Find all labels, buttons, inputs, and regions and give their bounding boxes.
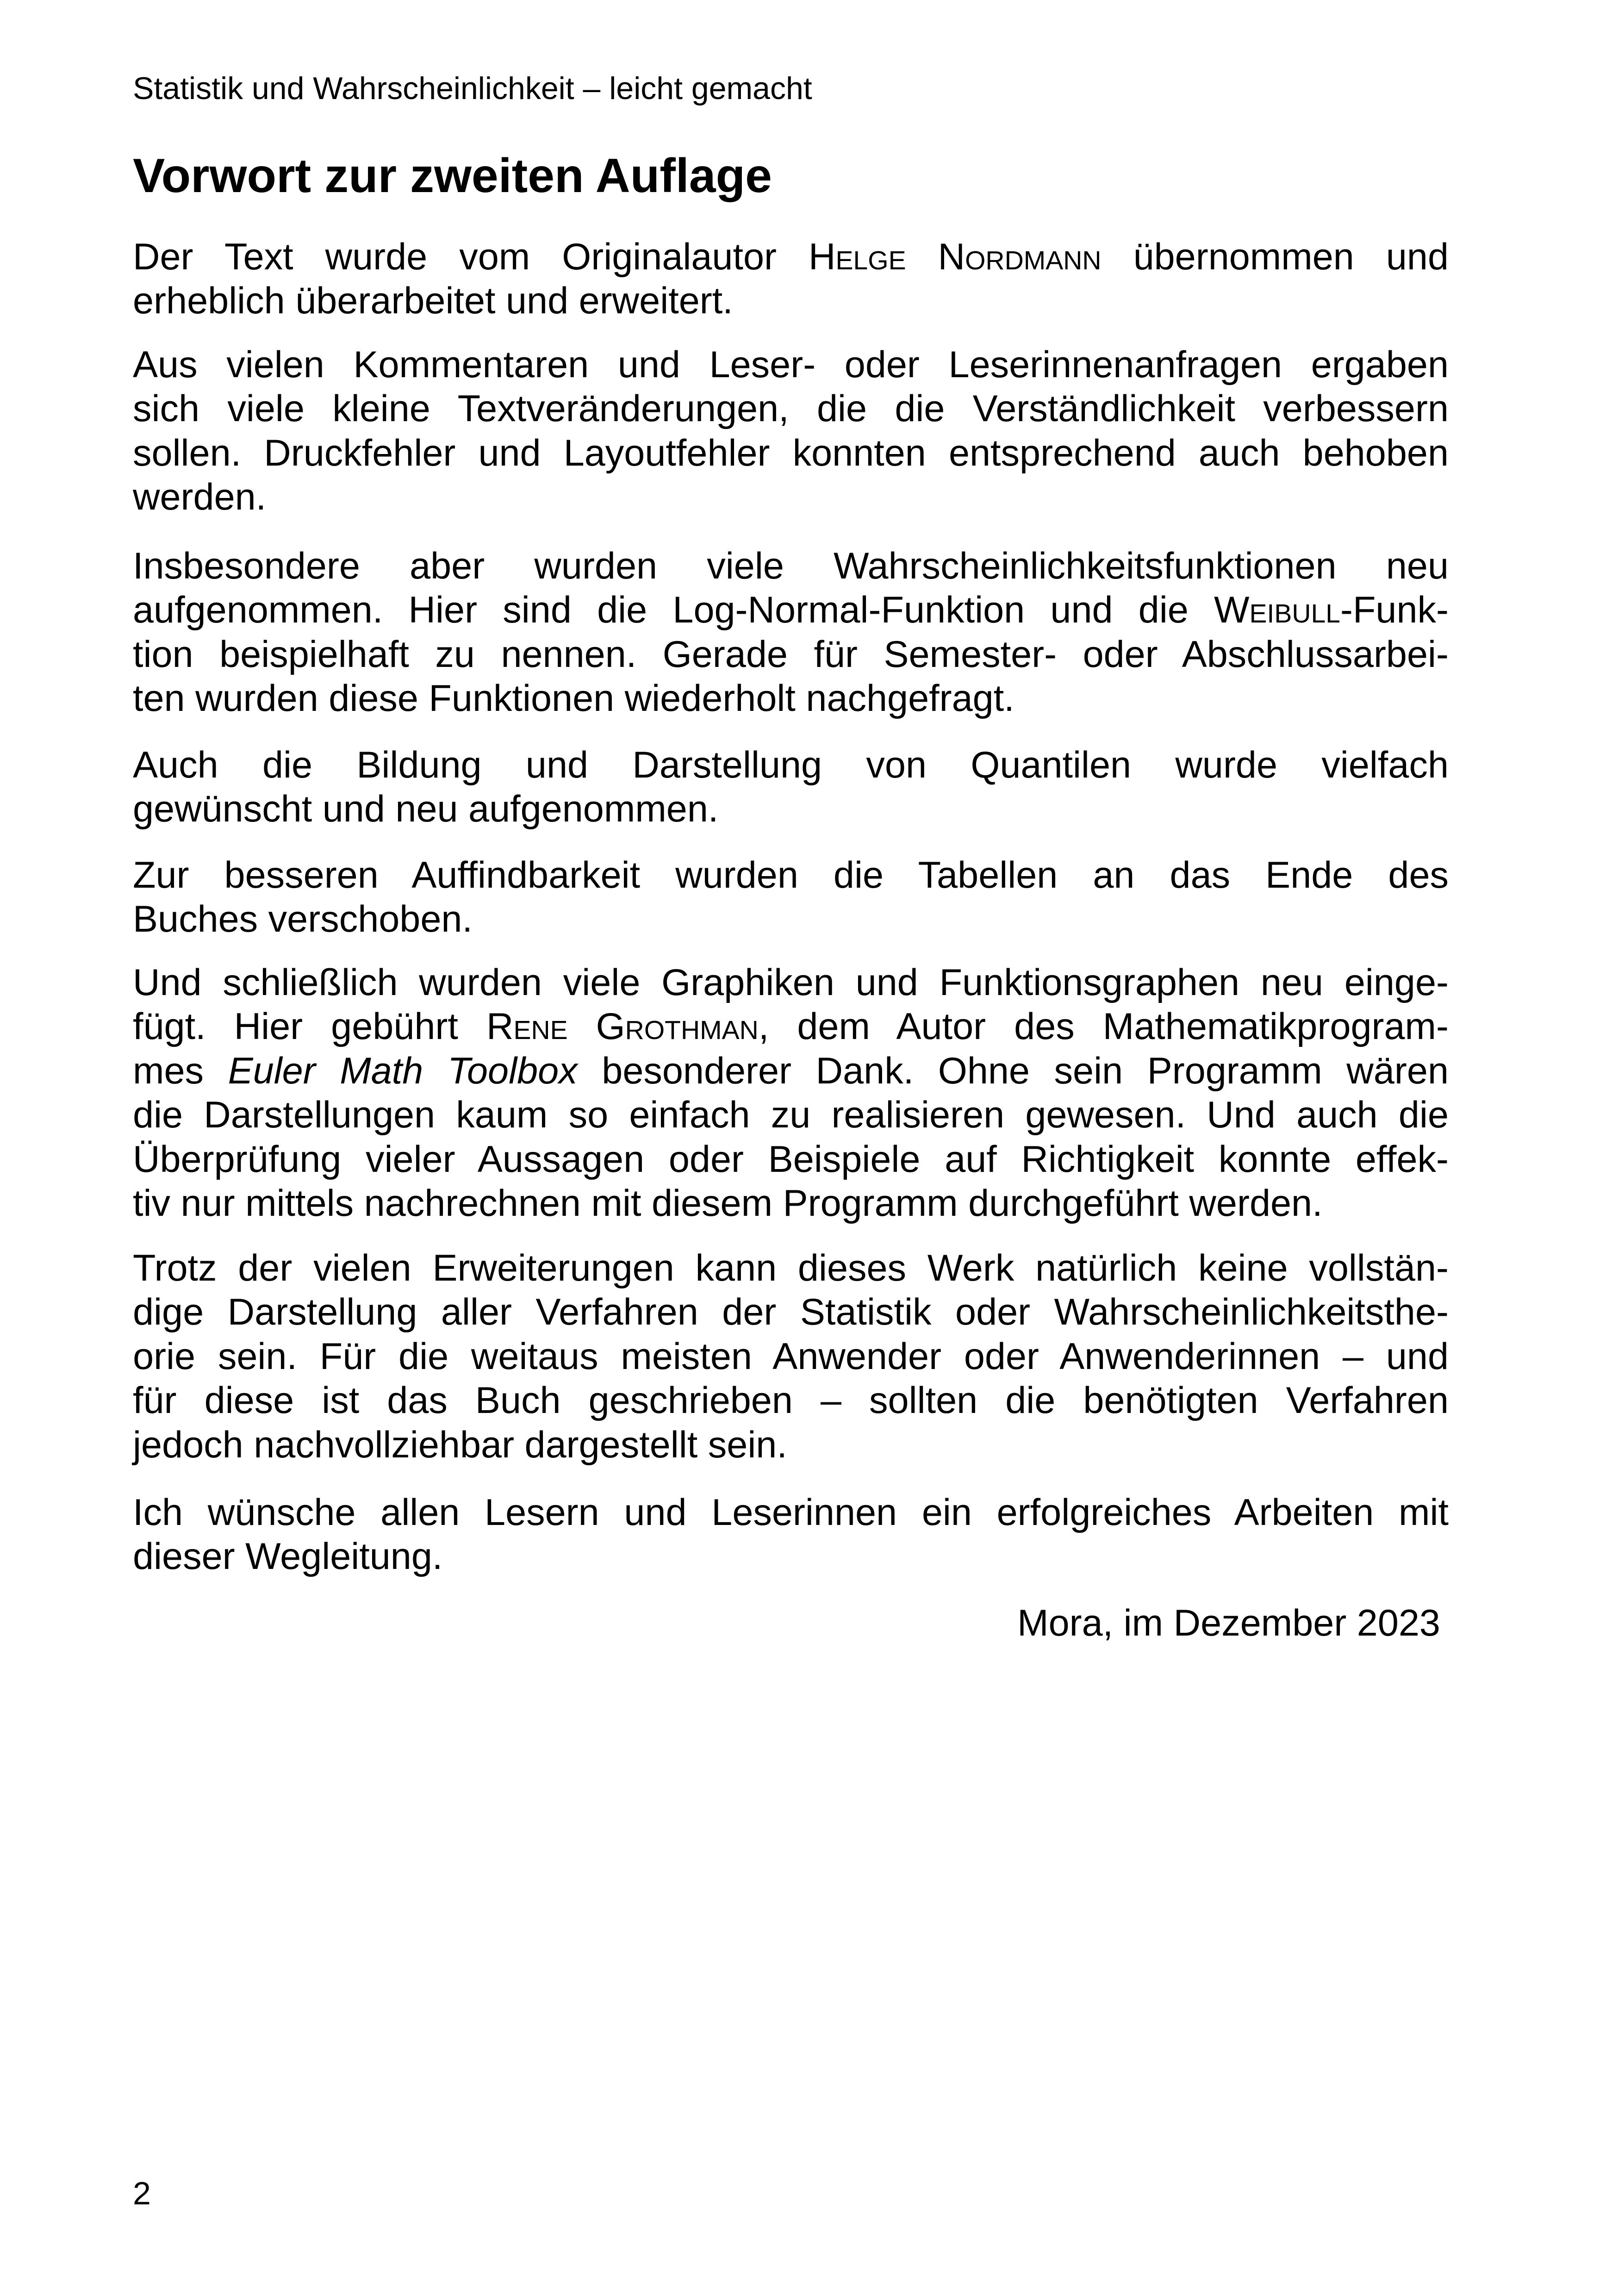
text-line — [133, 897, 1449, 941]
text-line — [133, 1335, 1449, 1379]
text-line — [133, 235, 1449, 279]
text-segment: werden. — [133, 476, 267, 518]
text-segment: Überprüfung vieler Aussagen oder Beispiele auf Richtigkeit konnte effek- — [133, 1138, 1449, 1180]
paragraph — [133, 544, 1449, 721]
running-header: Statistik und Wahrscheinlichkeit – leicht gemacht — [133, 71, 812, 106]
text-line — [133, 1005, 1449, 1049]
text-segment: orie sein. Für die weitaus meisten Anwender oder Anwenderinnen – und — [133, 1335, 1449, 1377]
text-line — [133, 1491, 1449, 1535]
text-segment: -Funk- — [1340, 589, 1449, 631]
text-line — [133, 588, 1449, 632]
text-line — [133, 1379, 1449, 1423]
text-line — [133, 1535, 1449, 1579]
text-segment: Buches verschoben. — [133, 898, 473, 940]
text-segment: Insbesondere aber wurden viele Wahrscheinlichkeitsfunktionen neu — [133, 545, 1449, 587]
text-segment: Auch die Bildung und Darstellung von Quantilen wurde vielfach — [133, 744, 1449, 786]
text-segment: Ich wünsche allen Lesern und Leserinnen ein erfolgreiches Arbeiten mit — [133, 1492, 1449, 1533]
text-segment: Zur besseren Auffindbarkeit wurden die Tabellen an das Ende des — [133, 854, 1449, 896]
text-line — [133, 677, 1449, 721]
person-name: Rene Grothman — [486, 1006, 759, 1048]
text-segment: besonderer Dank. Ohne sein Programm wären — [577, 1050, 1449, 1092]
paragraph — [133, 343, 1449, 520]
text-line — [133, 1182, 1449, 1226]
paragraph — [133, 743, 1449, 832]
text-segment: erheblich überarbeitet und erweitert. — [133, 280, 733, 322]
paragraph — [133, 961, 1449, 1226]
paragraph — [133, 1491, 1449, 1579]
paragraph — [133, 1246, 1449, 1467]
text-segment: sich viele kleine Textveränderungen, die die Verständlichkeit verbessern — [133, 388, 1449, 430]
text-segment: Aus vielen Kommentaren und Leser- oder Leserinnenanfragen ergaben — [133, 344, 1449, 386]
text-segment: Und schließlich wurden viele Graphiken und Funktionsgraphen neu einge- — [133, 962, 1449, 1003]
signature-line: Mora, im Dezember 2023 — [1017, 1602, 1440, 1644]
paragraph — [133, 853, 1449, 942]
person-name: Weibull — [1214, 589, 1340, 631]
page-title: Vorwort zur zweiten Auflage — [133, 149, 772, 203]
text-line — [133, 343, 1449, 387]
text-line — [133, 279, 1449, 323]
paragraph — [133, 235, 1449, 324]
program-title: Euler Math Toolbox — [228, 1050, 578, 1092]
text-segment: dieser Wegleitung. — [133, 1536, 443, 1578]
text-segment: gewünscht und neu aufgenommen. — [133, 788, 719, 830]
text-line — [133, 475, 1449, 519]
text-line — [133, 1423, 1449, 1467]
text-line — [133, 853, 1449, 897]
person-name: Helge Nordmann — [809, 236, 1101, 278]
text-line — [133, 1049, 1449, 1093]
text-segment: mes — [133, 1050, 228, 1092]
text-segment: jedoch nachvollziehbar dargestellt sein. — [133, 1424, 787, 1466]
text-line — [133, 387, 1449, 431]
text-segment: Der Text wurde vom Originalautor — [133, 236, 809, 278]
text-line — [133, 1290, 1449, 1334]
text-line — [133, 1093, 1449, 1137]
text-line — [133, 633, 1449, 677]
text-segment: fügt. Hier gebührt — [133, 1006, 486, 1048]
text-segment: aufgenommen. Hier sind die Log-Normal-Funktion und die — [133, 589, 1214, 631]
text-segment: übernommen und — [1101, 236, 1449, 278]
text-line — [133, 431, 1449, 475]
text-line — [133, 544, 1449, 588]
text-segment: die Darstellungen kaum so einfach zu realisieren gewesen. Und auch die — [133, 1094, 1449, 1136]
text-segment: tiv nur mittels nachrechnen mit diesem Programm durchgeführt werden. — [133, 1182, 1323, 1224]
text-segment: Trotz der vielen Erweiterungen kann dieses Werk natürlich keine vollstän- — [133, 1247, 1449, 1289]
text-line — [133, 743, 1449, 787]
text-segment: ten wurden diese Funktionen wiederholt nachgefragt. — [133, 678, 1014, 720]
page-number: 2 — [133, 2175, 151, 2211]
text-line — [133, 787, 1449, 831]
text-segment: dige Darstellung aller Verfahren der Statistik oder Wahrscheinlichkeitsthe- — [133, 1291, 1449, 1333]
text-line — [133, 961, 1449, 1005]
text-line — [133, 1138, 1449, 1182]
text-line — [133, 1246, 1449, 1290]
text-segment: tion beispielhaft zu nennen. Gerade für Semester- oder Abschlussarbei- — [133, 633, 1449, 675]
text-segment: für diese ist das Buch geschrieben – sollten die benötigten Verfahren — [133, 1380, 1449, 1422]
text-segment: sollen. Druckfehler und Layoutfehler konnten entsprechend auch behoben — [133, 432, 1449, 474]
text-segment: , dem Autor des Mathematikprogram- — [758, 1006, 1449, 1048]
